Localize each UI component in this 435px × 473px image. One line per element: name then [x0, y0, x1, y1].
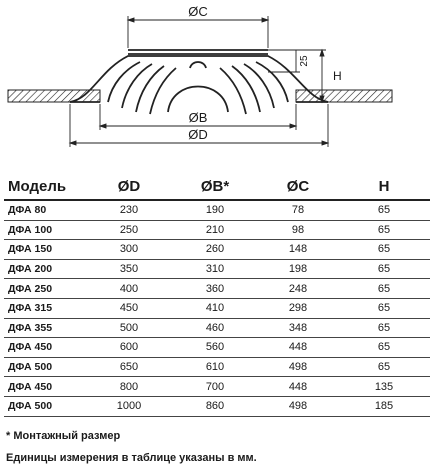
value-cell: 600 [86, 338, 172, 358]
value-cell: 298 [258, 298, 338, 318]
value-cell: 198 [258, 259, 338, 279]
value-cell: 65 [338, 240, 430, 260]
value-cell: 135 [338, 377, 430, 397]
value-cell: 148 [258, 240, 338, 260]
dimension-c [128, 16, 268, 48]
header-model: Модель [4, 173, 86, 200]
model-cell: ДФА 150 [4, 240, 86, 260]
diffuser-drawing [0, 0, 435, 160]
table-row [4, 240, 430, 260]
value-cell: 65 [338, 298, 430, 318]
table-row [4, 377, 430, 397]
model-cell: ДФА 315 [4, 298, 86, 318]
value-cell: 250 [86, 220, 172, 240]
spec-table [4, 173, 430, 417]
table-row [4, 220, 430, 240]
model-cell: ДФА 250 [4, 279, 86, 299]
value-cell: 450 [86, 298, 172, 318]
value-cell: 498 [258, 396, 338, 416]
value-cell: 400 [86, 279, 172, 299]
model-cell: ДФА 355 [4, 318, 86, 338]
table-row [4, 259, 430, 279]
footnote-mount: * Монтажный размер [6, 430, 121, 442]
label-diameter-d: ØD [188, 127, 208, 142]
value-cell: 860 [172, 396, 258, 416]
label-dimension-25: 25 [299, 55, 310, 67]
value-cell: 498 [258, 357, 338, 377]
value-cell: 310 [172, 259, 258, 279]
value-cell: 260 [172, 240, 258, 260]
dimension-25 [268, 50, 300, 72]
value-cell: 350 [86, 259, 172, 279]
value-cell: 800 [86, 377, 172, 397]
table-body [4, 200, 430, 416]
value-cell: 650 [86, 357, 172, 377]
model-cell: ДФА 450 [4, 338, 86, 358]
value-cell: 65 [338, 357, 430, 377]
label-diameter-b: ØB [188, 110, 208, 125]
model-cell: ДФА 80 [4, 200, 86, 220]
value-cell: 78 [258, 200, 338, 220]
model-cell: ДФА 100 [4, 220, 86, 240]
header-height: H [338, 173, 430, 200]
model-cell: ДФА 450 [4, 377, 86, 397]
value-cell: 65 [338, 338, 430, 358]
value-cell: 360 [172, 279, 258, 299]
table-row [4, 298, 430, 318]
value-cell: 500 [86, 318, 172, 338]
label-diameter-c: ØC [188, 4, 208, 19]
value-cell: 348 [258, 318, 338, 338]
table-row [4, 357, 430, 377]
value-cell: 300 [86, 240, 172, 260]
value-cell: 230 [86, 200, 172, 220]
model-cell: ДФА 500 [4, 396, 86, 416]
model-cell: ДФА 500 [4, 357, 86, 377]
ceiling-panel-left [8, 90, 100, 102]
table-row [4, 200, 430, 220]
value-cell: 185 [338, 396, 430, 416]
value-cell: 460 [172, 318, 258, 338]
footnote-units: Единицы измерения в таблице указаны в мм. [6, 452, 257, 464]
model-cell: ДФА 200 [4, 259, 86, 279]
value-cell: 610 [172, 357, 258, 377]
table-row [4, 279, 430, 299]
value-cell: 560 [172, 338, 258, 358]
value-cell: 65 [338, 318, 430, 338]
value-cell: 410 [172, 298, 258, 318]
value-cell: 65 [338, 220, 430, 240]
value-cell: 190 [172, 200, 258, 220]
value-cell: 448 [258, 377, 338, 397]
table-header-row [4, 173, 430, 200]
table-row [4, 318, 430, 338]
value-cell: 210 [172, 220, 258, 240]
diffuser-body [70, 50, 328, 114]
value-cell: 98 [258, 220, 338, 240]
header-diameter-d: ØD [86, 173, 172, 200]
value-cell: 248 [258, 279, 338, 299]
value-cell: 65 [338, 279, 430, 299]
value-cell: 448 [258, 338, 338, 358]
table-row [4, 338, 430, 358]
value-cell: 65 [338, 200, 430, 220]
value-cell: 65 [338, 259, 430, 279]
value-cell: 700 [172, 377, 258, 397]
header-diameter-c: ØC [258, 173, 338, 200]
header-diameter-b: ØB* [172, 173, 258, 200]
value-cell: 1000 [86, 396, 172, 416]
label-dimension-h: H [333, 69, 342, 83]
table-row [4, 396, 430, 416]
